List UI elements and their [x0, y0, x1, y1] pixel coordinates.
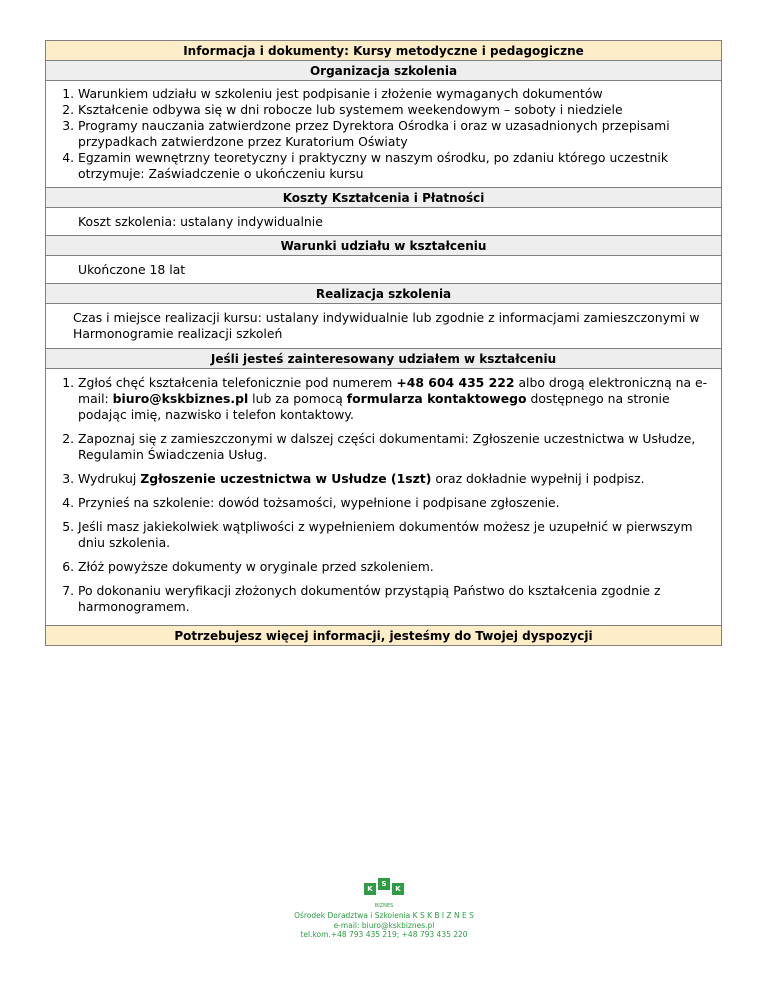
phone-number: +48 604 435 222	[396, 375, 515, 390]
footer-phone: tel.kom.+48 793 435 219; +48 793 435 220	[300, 930, 468, 939]
interested-heading: Jeśli jesteś zainteresowany udziałem w kształceniu	[46, 349, 722, 369]
organization-item: 2. Kształcenie odbywa się w dni robocze lub systemem weekendowym – soboty i niedziele	[78, 102, 713, 118]
logo-letter: S	[378, 878, 390, 890]
logo-letter: K	[392, 883, 404, 895]
organization-list	[46, 81, 721, 187]
logo-letter: K	[364, 883, 376, 895]
step1-mid1: albo drogą elektroniczną na e-mail:	[78, 375, 708, 406]
costs-text: Koszt szkolenia: ustalany indywidualnie	[78, 214, 323, 229]
organization-item: 3. Programy nauczania zatwierdzone przez Dyrektora Ośrodka i oraz w uzasadnionych przepisami przypadkach zatwierdzone przez Kuratorium Oświaty	[78, 118, 713, 150]
organization-heading: Organizacja szkolenia	[46, 61, 722, 81]
footer-email: e-mail: biuro@kskbiznes.pl	[333, 920, 435, 930]
logo-subtitle: BIZNES	[374, 903, 394, 909]
closing-heading: Potrzebujesz więcej informacji, jesteśmy do Twojej dyspozycji	[46, 626, 722, 646]
step1-pre: Zgłoś chęć kształcenia telefonicznie pod numerem	[78, 375, 397, 390]
step-item: 2. Zapoznaj się z zamieszczonymi w dalszej części dokumentami: Zgłoszenie uczestnictwa w Usłudze, Regulamin Świadczenia Usług.	[78, 431, 713, 463]
realization-heading: Realizacja szkolenia	[46, 284, 722, 304]
step-item: 5. Jeśli masz jakiekolwiek wątpliwości z wypełnieniem dokumentów możesz je uzupełnić w pierwszym dniu szkolenia.	[78, 519, 713, 551]
realization-body	[46, 304, 722, 349]
step-item: 7. Po dokonaniu weryfikacji złożonych dokumentów przystąpią Państwo do kształcenia zgodnie z harmonogramem.	[78, 583, 713, 615]
organization-body	[46, 81, 722, 188]
info-table	[45, 40, 722, 646]
conditions-body	[46, 256, 722, 284]
step-item	[78, 375, 713, 423]
footer-company: Ośrodek Doradztwa i Szkolenia K S K B I Z N E S	[294, 911, 474, 920]
step1-mid2: lub za pomocą	[248, 391, 347, 406]
email-link[interactable]: biuro@kskbiznes.pl	[112, 391, 249, 406]
info-document	[45, 40, 722, 646]
realization-text: Czas i miejsce realizacji kursu: ustalany indywidualnie lub zgodnie z informacjami zamieszczonymi w Harmonogramie realizacji szkoleń	[73, 310, 700, 341]
conditions-heading: Warunki udziału w kształceniu	[46, 236, 722, 256]
steps-list	[46, 369, 721, 625]
contact-form-link[interactable]: formularza kontaktowego	[346, 391, 527, 406]
application-form-name: Zgłoszenie uczestnictwa w Usłudze (1szt)	[140, 471, 432, 486]
conditions-text: Ukończone 18 lat	[78, 262, 186, 277]
costs-heading: Koszty Kształcenia i Płatności	[46, 188, 722, 208]
footer	[0, 880, 768, 940]
step3-post: oraz dokładnie wypełnij i podpisz.	[431, 471, 645, 486]
step-item: 6. Złóż powyższe dokumenty w oryginale przed szkoleniem.	[78, 559, 713, 575]
step3-pre: Wydrukuj	[78, 471, 141, 486]
interested-body	[46, 369, 722, 626]
organization-item: 4. Egzamin wewnętrzny teoretyczny i praktyczny w naszym ośrodku, po zdaniu którego uczestnik otrzymuje: Zaświadczenie o ukończeniu kursu	[78, 150, 713, 182]
costs-body	[46, 208, 722, 236]
organization-item: 1. Warunkiem udziału w szkoleniu jest podpisanie i złożenie wymaganych dokumentów	[78, 86, 713, 102]
step-item: 4. Przynieś na szkolenie: dowód tożsamości, wypełnione i podpisane zgłoszenie.	[78, 495, 713, 511]
step-item	[78, 471, 713, 487]
document-title: Informacja i dokumenty: Kursy metodyczne i pedagogiczne	[46, 41, 722, 61]
step1-post: dostępnego na stronie podając imię, nazwisko i telefon kontaktowy.	[78, 391, 670, 422]
ksk-logo	[363, 880, 405, 909]
